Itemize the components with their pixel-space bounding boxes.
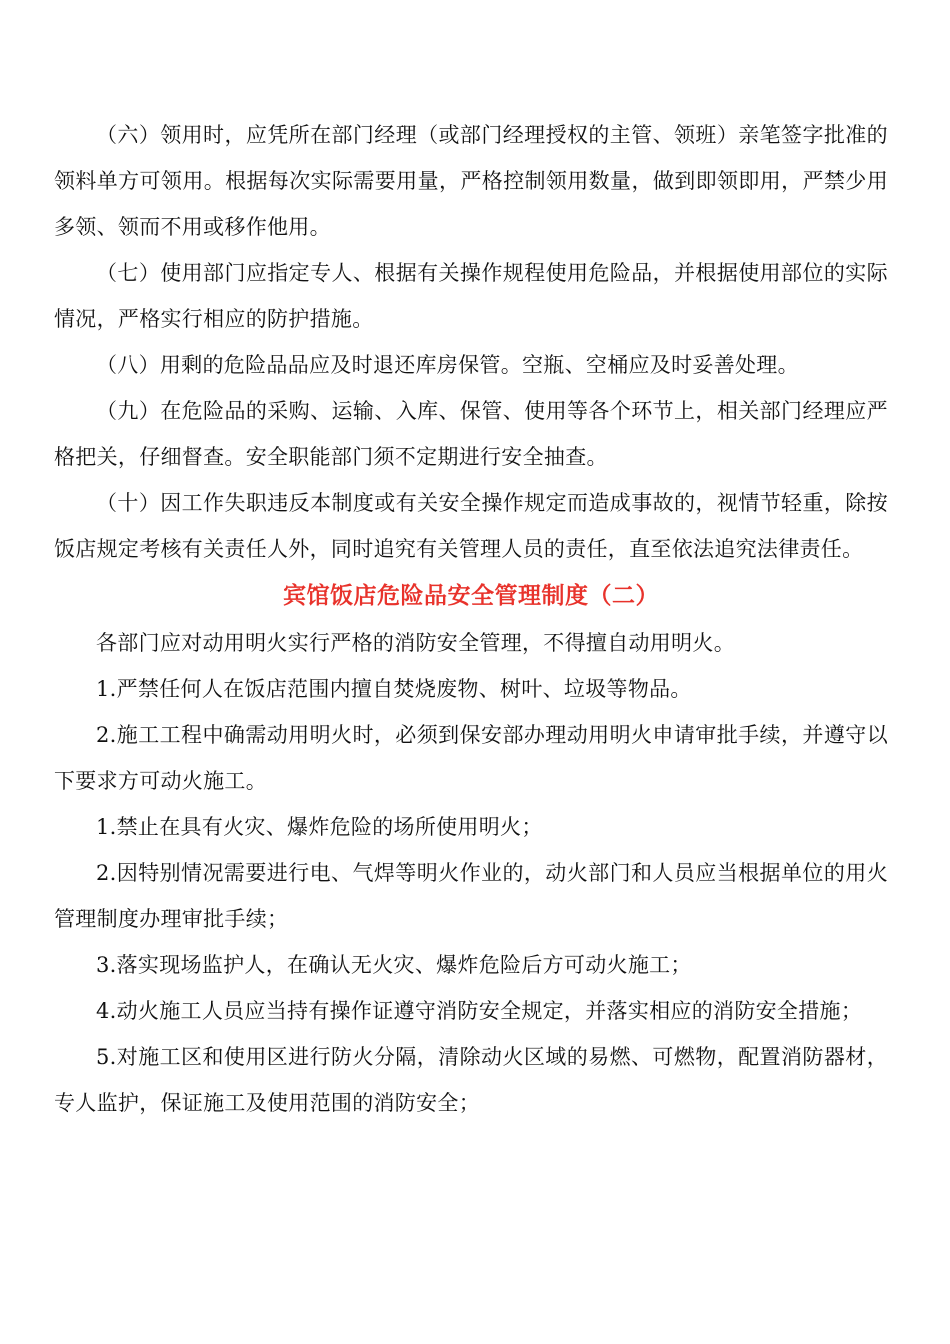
paragraph-intro: 各部门应对动用明火实行严格的消防安全管理，不得擅自动用明火。: [96, 631, 735, 655]
paragraph-item-8: （八）用剩的危险品品应及时退还库房保管。空瓶、空桶应及时妥善处理。: [96, 353, 799, 377]
paragraph-sub-2: 2.因特别情况需要进行电、气焊等明火作业的，动火部门和人员应当根据单位的用火管理制度办理审批手续；: [54, 861, 888, 931]
paragraph-rule-2: 2.施工工程中确需动用明火时，必须到保安部办理动用明火申请审批手续，并遵守以下要求方可动火施工。: [54, 723, 888, 793]
paragraph-item-10: （十）因工作失职违反本制度或有关安全操作规定而造成事故的，视情节轻重，除按饭店规定考核有关责任人外，同时追究有关管理人员的责任，直至依法追究法律责任。: [54, 491, 888, 561]
paragraph-item-7: （七）使用部门应指定专人、根据有关操作规程使用危险品，并根据使用部位的实际情况，严格实行相应的防护措施。: [54, 261, 888, 331]
paragraph-item-9: （九）在危险品的采购、运输、入库、保管、使用等各个环节上，相关部门经理应严格把关，仔细督查。安全职能部门须不定期进行安全抽查。: [54, 399, 888, 469]
document-body: [54, 112, 888, 1126]
paragraph-sub-3: 3.落实现场监护人，在确认无火灾、爆炸危险后方可动火施工；: [96, 953, 692, 977]
paragraph-sub-4: 4.动火施工人员应当持有操作证遵守消防安全规定，并落实相应的消防安全措施；: [96, 999, 863, 1023]
paragraph-item-6: （六）领用时，应凭所在部门经理（或部门经理授权的主管、领班）亲笔签字批准的领料单方可领用。根据每次实际需要用量，严格控制领用数量，做到即领即用，严禁少用多领、领而不用或移作他用。: [54, 123, 888, 239]
paragraph-sub-1: 1.禁止在具有火灾、爆炸危险的场所使用明火；: [96, 815, 543, 839]
section-title: 宾馆饭店危险品安全管理制度（二）: [283, 582, 659, 609]
paragraph-sub-5: 5.对施工区和使用区进行防火分隔，清除动火区域的易燃、可燃物，配置消防器材，专人监护，保证施工及使用范围的消防安全；: [54, 1045, 888, 1115]
paragraph-rule-1: 1.严禁任何人在饭店范围内擅自焚烧废物、树叶、垃圾等物品。: [96, 677, 692, 701]
